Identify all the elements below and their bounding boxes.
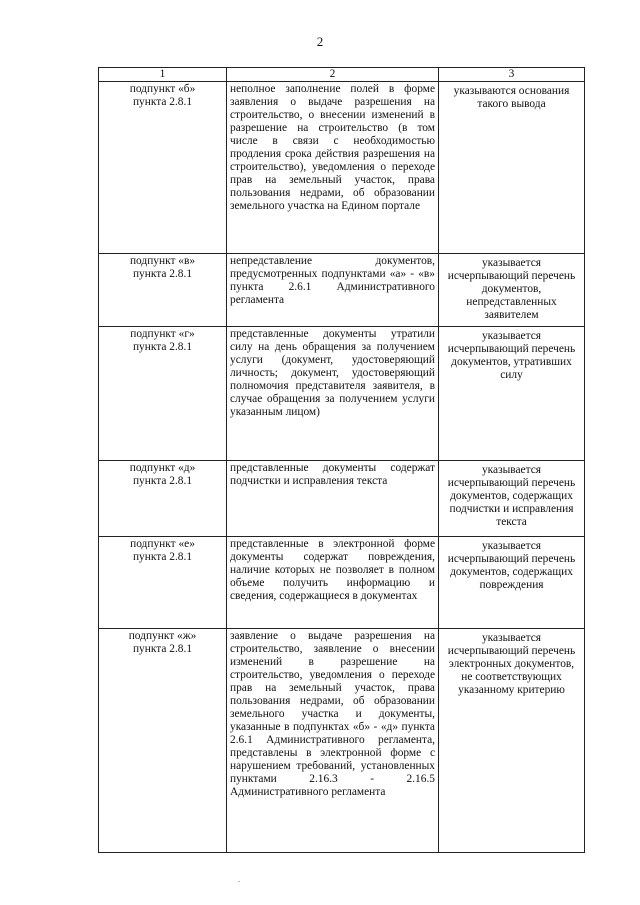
refusal-grounds-table xyxy=(98,67,585,853)
table-row xyxy=(99,629,585,853)
condition-cell: непредставление документов, предусмотренных подпунктами «а» - «в» пункта 2.6.1 Административного регламента xyxy=(227,254,439,327)
ref-cell xyxy=(99,461,227,537)
column-header-3: 3 xyxy=(439,68,585,82)
ref-line2: пункта 2.8.1 xyxy=(132,341,193,353)
column-header-1: 1 xyxy=(99,68,227,82)
table-header-row xyxy=(99,68,585,82)
condition-cell: заявление о выдаче разрешения на строительство, заявление о внесении изменений в разрешение на строительство, уведомления о переходе прав на земельный участок, права пользования недрами, об образовании земельного участка и документы, указанные в подпунктах «б» - «д» пункта 2.6.1 Административного регламента, представлены в электронной форме с нарушением требований, установленных пунктами 2.16.3 - 2.16.5 Административного регламента xyxy=(227,629,439,853)
ref-cell xyxy=(99,327,227,461)
ref-cell xyxy=(99,537,227,629)
result-cell: указывается исчерпывающий перечень документов, непредставленных заявителем xyxy=(439,254,585,327)
column-header-2: 2 xyxy=(227,68,439,82)
result-cell: указывается исчерпывающий перечень электронных документов, не соответствующих указанному критерию xyxy=(439,629,585,853)
ref-line1: подпункт «д» xyxy=(129,462,196,474)
ref-line1: подпункт «ж» xyxy=(128,630,197,642)
condition-cell: неполное заполнение полей в форме заявления о выдаче разрешения на строительство, о внесении изменений в разрешение на строительство (в том числе в связи с необходимостью продления срока действия разрешения на строительство), уведомления о переходе прав на земельный участок, права пользования недрами, об образовании земельного участка на Едином портале xyxy=(227,82,439,254)
scan-speck xyxy=(238,881,240,882)
condition-cell: представленные в электронной форме документы содержат повреждения, наличие которых не позволяет в полном объеме получить информацию и сведения, содержащиеся в документах xyxy=(227,537,439,629)
ref-line1: подпункт «г» xyxy=(130,328,195,340)
ref-line1: подпункт «в» xyxy=(129,255,196,267)
page-number: 2 xyxy=(316,34,324,49)
condition-cell: представленные документы утратили силу на день обращения за получением услуги (документ, удостоверяющий личность; документ, удостоверяющий полномочия представителя заявителя, в случае обращения за получением услуги указанным лицом) xyxy=(227,327,439,461)
table-row xyxy=(99,327,585,461)
ref-line2: пункта 2.8.1 xyxy=(132,96,193,108)
table-row xyxy=(99,537,585,629)
ref-line2: пункта 2.8.1 xyxy=(132,643,193,655)
ref-line2: пункта 2.8.1 xyxy=(132,268,193,280)
table-row xyxy=(99,82,585,254)
condition-cell: представленные документы содержат подчистки и исправления текста xyxy=(227,461,439,537)
ref-line1: подпункт «е» xyxy=(130,538,195,550)
result-cell: указывается исчерпывающий перечень документов, содержащих подчистки и исправления текста xyxy=(439,461,585,537)
ref-line1: подпункт «б» xyxy=(129,83,196,95)
ref-line2: пункта 2.8.1 xyxy=(132,551,193,563)
table-row xyxy=(99,254,585,327)
result-cell: указываются основания такого вывода xyxy=(439,82,585,254)
ref-line2: пункта 2.8.1 xyxy=(132,475,193,487)
ref-cell xyxy=(99,82,227,254)
ref-cell xyxy=(99,629,227,853)
ref-cell xyxy=(99,254,227,327)
result-cell: указывается исчерпывающий перечень документов, содержащих повреждения xyxy=(439,537,585,629)
result-cell: указывается исчерпывающий перечень документов, утративших силу xyxy=(439,327,585,461)
table-row xyxy=(99,461,585,537)
